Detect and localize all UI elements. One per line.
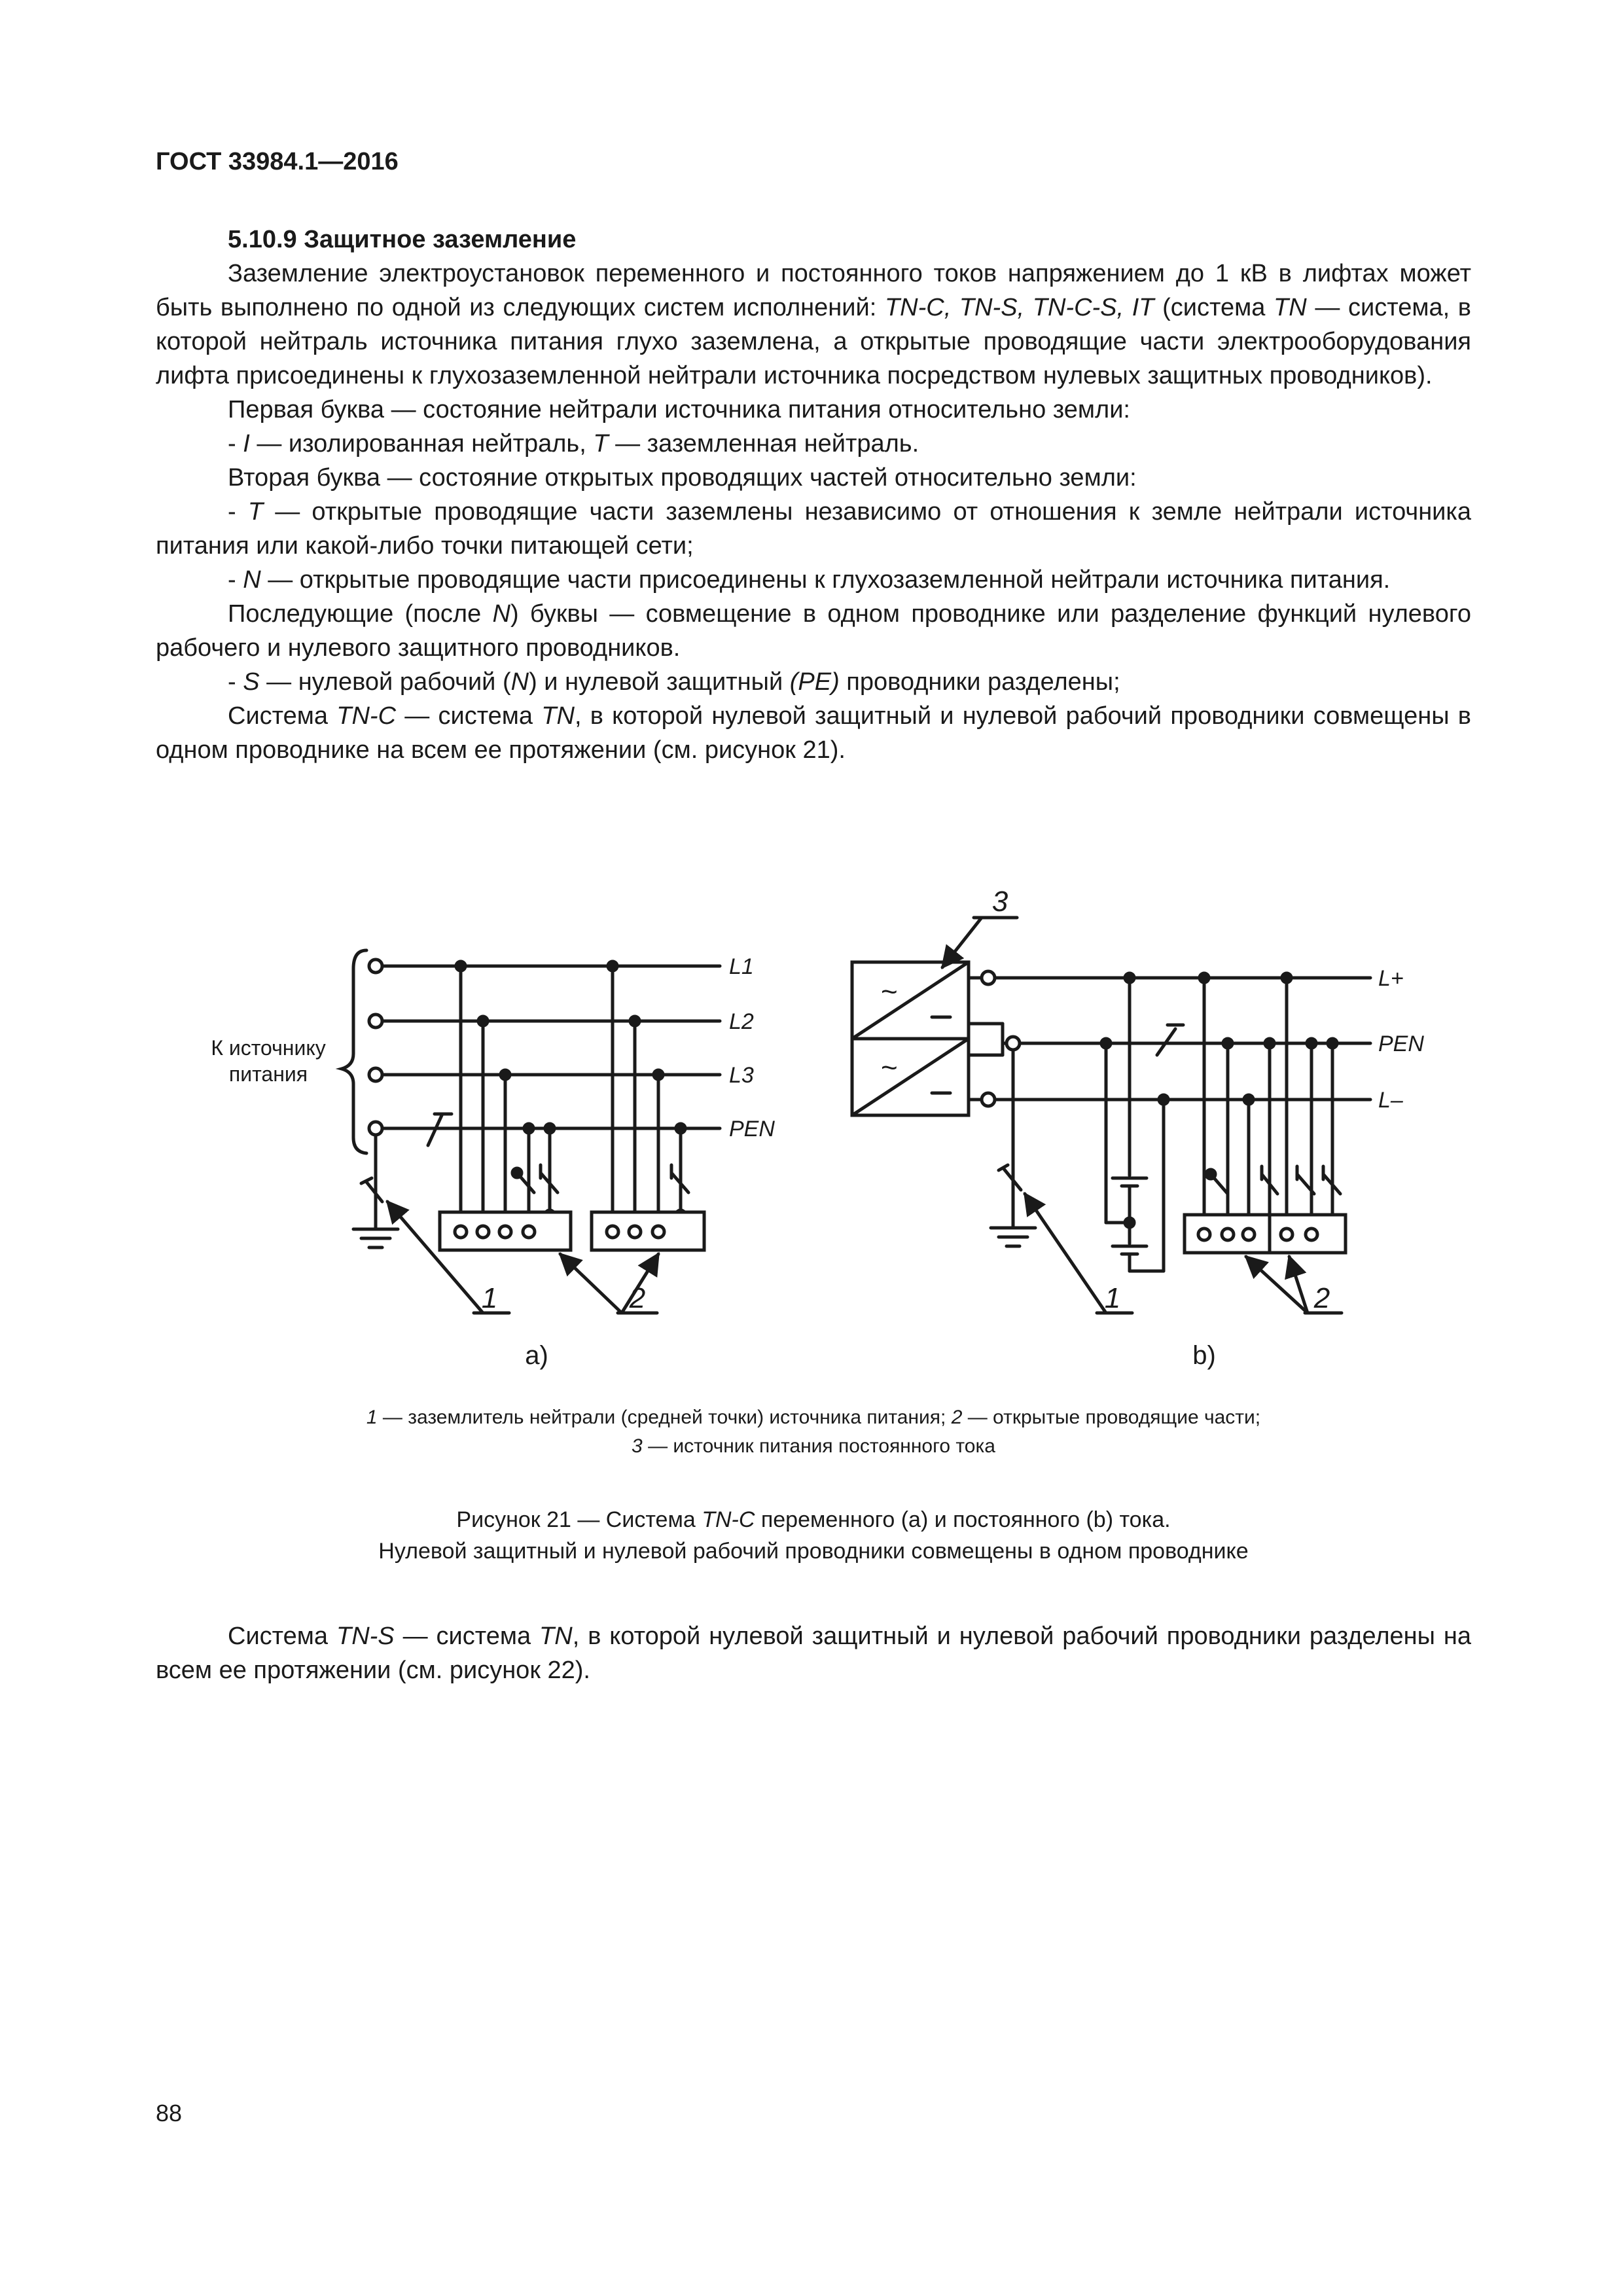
label-b-PEN: PEN	[1378, 1031, 1424, 1056]
paragraph-tn-s: Система TN-S — система TN, в которой нулевой защитный и нулевой рабочий проводники разделены на всем ее протяжении (см. рисунок 22).	[156, 1623, 1471, 1684]
after-figure-text	[156, 1619, 1471, 1687]
label-a-L3: L3	[729, 1063, 754, 1088]
paragraph-4: Вторая буква — состояние открытых проводящих частей относительно земли:	[228, 464, 1137, 492]
label-a-PEN: PEN	[729, 1117, 775, 1141]
svg-text:~: ~	[881, 1052, 898, 1084]
paragraph-9: Система TN-C — система TN, в которой нулевой защитный и нулевой рабочий проводники совмещены в одном проводнике на всем ее протяжении (см. рисунок 21).	[156, 702, 1471, 764]
source-label-line1: К источнику	[211, 1036, 326, 1060]
ground-symbol-b	[991, 1228, 1035, 1246]
terminal-L2	[369, 1014, 382, 1028]
diagram-a	[211, 950, 775, 1370]
terminal-L1	[369, 960, 382, 973]
paragraph-6: - N — открытые проводящие части присоединены к глухозаземленной нейтрали источника питания.	[228, 566, 1391, 594]
ground-switch-a	[361, 1178, 382, 1202]
source-brace	[342, 950, 366, 1153]
callout-1-a: 1	[481, 1282, 498, 1314]
page-number: 88	[156, 2100, 183, 2126]
figure-caption: Рисунок 21 — Система TN-C переменного (a) и постоянного (b) тока. Нулевой защитный и нулевой рабочий проводники совмещены в одном проводнике	[378, 1507, 1249, 1564]
callout-3: 3	[991, 886, 1008, 918]
callout-2-b: 2	[1313, 1282, 1330, 1314]
paragraph-3: - I — изолированная нейтраль, T — заземленная нейтраль.	[228, 430, 919, 457]
subfigure-b-label: b)	[1192, 1341, 1216, 1370]
paragraph-7: Последующие (после N) буквы — совмещение в одном проводнике или разделение функций нулевого рабочего и нулевого защитного проводников.	[156, 600, 1471, 662]
callout-3-arrow	[942, 918, 982, 967]
callout-1-b: 1	[1104, 1282, 1121, 1314]
paragraph-5: - T — открытые проводящие части заземлены независимо от отношения к земле нейтрали источника питания или какой-либо точки питающей сети;	[156, 498, 1472, 560]
diagram-b	[852, 886, 1424, 1370]
label-b-Lminus: L–	[1378, 1088, 1403, 1113]
section-title: 5.10.9 Защитное заземление	[228, 226, 577, 253]
paragraph-1: Заземление электроустановок переменного и постоянного токов напряжением до 1 кВ в лифтах может быть выполнено по одной из следующих систем исполнений: TN-C, TN-S, TN-C-S, IT (система TN — система, в которой нейтраль источника питания глухо заземлена, а открытые проводящие части электрооборудования лифта присоединены к глухозаземленной нейтрали источника посредством нулевых защитных проводников).	[156, 260, 1471, 389]
label-a-L1: L1	[729, 954, 754, 979]
figure-legend: 1 — заземлитель нейтрали (средней точки) источника питания; 2 — открытые проводящие части; 3 — источник питания постоянного тока	[366, 1407, 1261, 1457]
paragraph-8: - S — нулевой рабочий (N) и нулевой защитный (PE) проводники разделены;	[228, 668, 1120, 696]
terminal-L3	[369, 1068, 382, 1081]
ground-symbol-a	[353, 1229, 398, 1247]
callout-2-a: 2	[629, 1282, 646, 1314]
svg-text:~: ~	[881, 976, 898, 1008]
paragraph-2: Первая буква — состояние нейтрали источника питания относительно земли:	[228, 396, 1130, 423]
source-label-line2: питания	[228, 1062, 308, 1086]
subfigure-a-label: a)	[525, 1341, 548, 1370]
document-header: ГОСТ 33984.1—2016	[156, 148, 399, 175]
terminal-PEN	[369, 1122, 382, 1135]
label-a-L2: L2	[729, 1009, 754, 1034]
label-b-Lplus: L+	[1378, 966, 1404, 991]
